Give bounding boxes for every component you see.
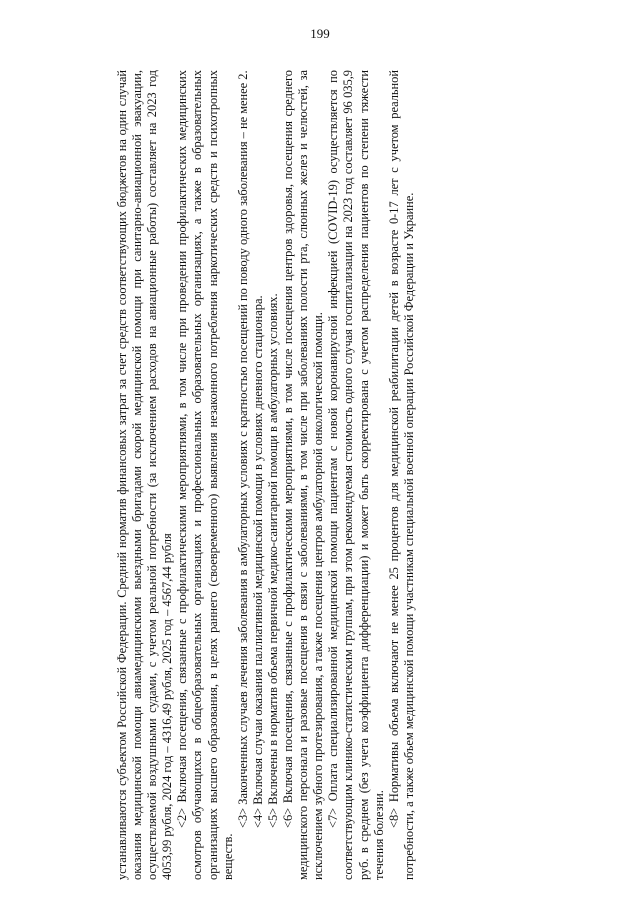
footnote-8: <8> Нормативы объема включают не менее 25 процентов для медицинской реабилитации детей в возрасте 0-17 лет с учетом реальной потребности, а также объем медицинской помощи участникам специальной военной операции Российской Федерации и Украине.	[386, 70, 416, 880]
footnote-3: <3> Законченных случаев лечения заболевания в амбулаторных условиях с кратностью посещений по поводу одного заболевания – не менее 2.	[235, 70, 250, 828]
footnote-2: <2> Включая посещения, связанные с профилактическими мероприятиями, в том числе при проведении профилактических медицинских осмотров обучающихся в общеобразовательных организациях и профессиональных образовательных организациях, а также в образовательных организациях высшего образования, в целях раннего (своевременного) выявления незаконного потребления наркотических средств и психотропных веществ.	[175, 70, 235, 880]
page-number: 199	[310, 26, 330, 41]
footnote-6: <6> Включая посещения, связанные с профилактическими мероприятиями, в том числе посещения центров здоровья, посещения среднего медицинского персонала и разовые посещения в связи с заболеваниями, в том числе при заболеваниях полости рта, слюнных желез и челюстей, за исключением зубного протезирования, а также посещения центров амбулаторной онкологической помощи.	[281, 70, 326, 880]
footnote-5: <5> Включены в норматив объема первичной медико-санитарной помощи в амбулаторных условиях.	[265, 293, 280, 828]
footnotes-text	[115, 70, 417, 880]
footnote-7: <7> Оплата специализированной медицинской помощи пациентам с новой коронавирусной инфекцией (COVID-19) осуществляется по соответствующим клинико-статистическим группам, при этом рекомендуемая стоимость одного случая госпитализации на 2023 год составляет 96 035,9 руб. в среднем (без учета коэффициента дифференциации) и может быть скорректирована с учетом распределения пациентов по степени тяжести течения болезни.	[326, 70, 386, 880]
paragraph-continuation: устанавливаются субъектом Российской Федерации. Средний норматив финансовых затрат за счет средств соответствующих бюджетов на один случай оказания медицинской помощи авиамедицинскими выездными бригадами скорой медицинской помощи при санитарно-авиационной эвакуации, осуществляемой воздушными судами, с учетом реальной потребности (за исключением расходов на авиационные работы) составляет на 2023 год 4053,99 рубля, 2024 год – 4316,49 рубля, 2025 год – 4567,44 рубля	[115, 70, 175, 880]
rotated-page-content	[115, 70, 525, 880]
footnote-4: <4> Включая случаи оказания паллиативной медицинской помощи в условиях дневного стационара.	[250, 295, 265, 828]
